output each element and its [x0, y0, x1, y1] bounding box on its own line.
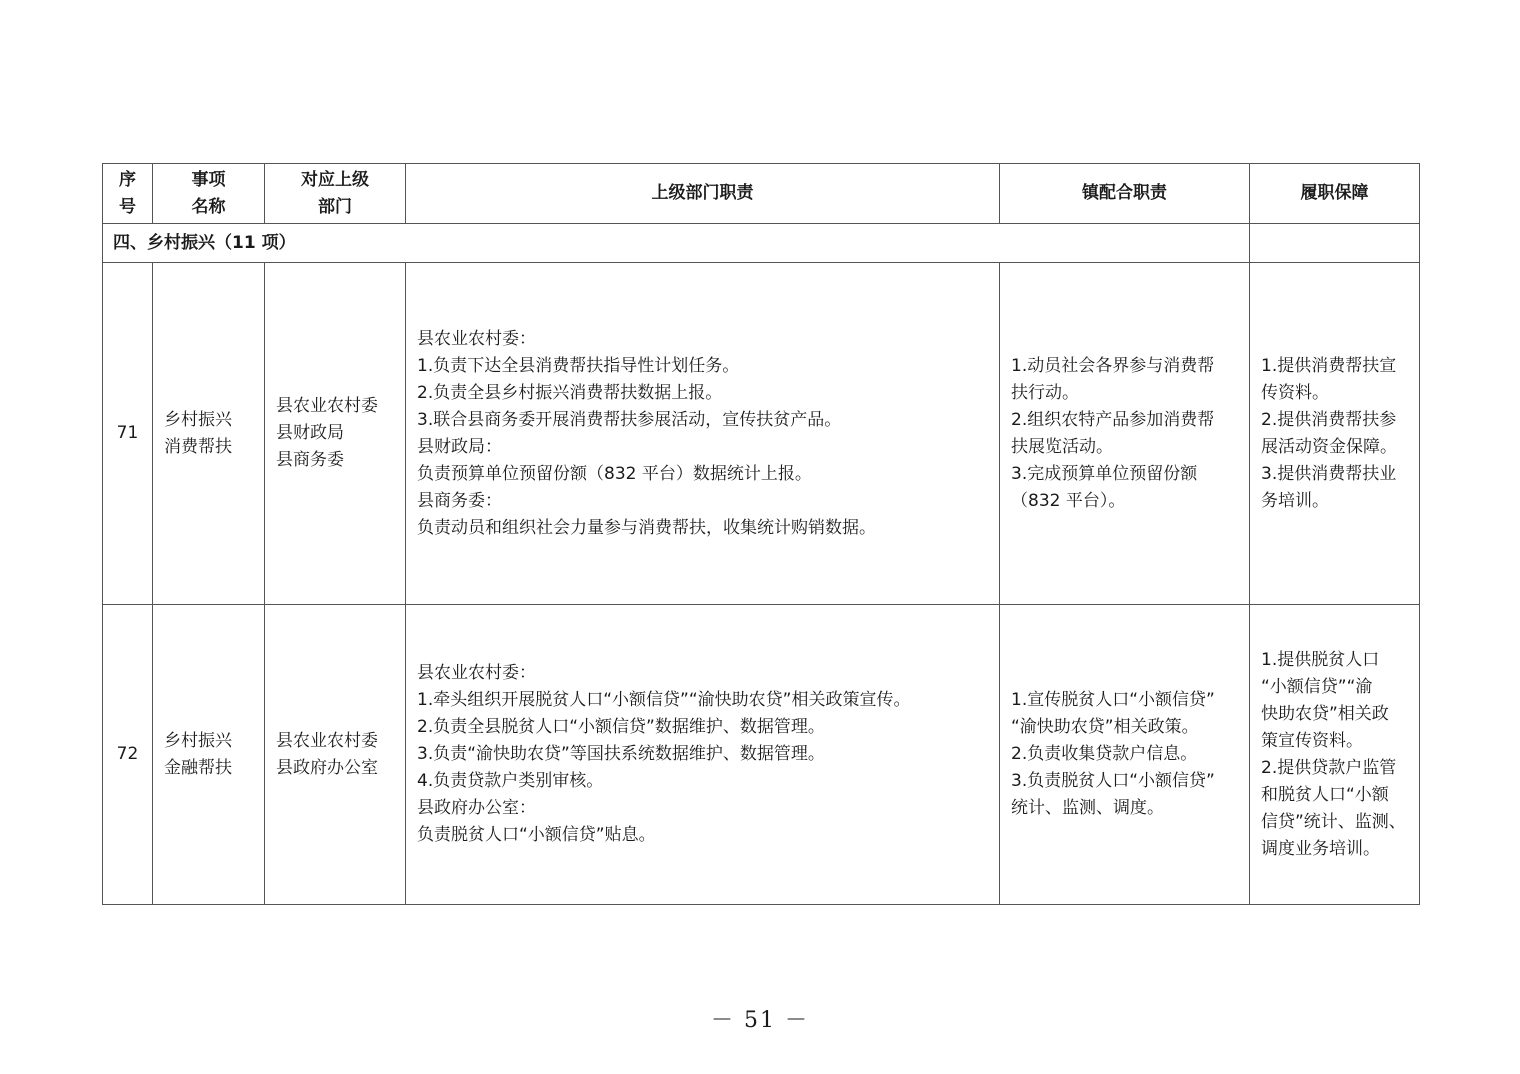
row-item-name — [153, 605, 265, 905]
row-upper-dept — [265, 263, 406, 605]
duty-table — [102, 163, 1420, 905]
row-town-duty — [1000, 605, 1250, 905]
upper-duty-line: 4.负责贷款户类别审核。 — [417, 771, 604, 791]
row-guarantee — [1250, 605, 1420, 905]
upper-duty-line: 县财政局： — [417, 436, 502, 457]
guarantee-line: 调度业务培训。 — [1261, 838, 1380, 859]
guarantee-line: “小额信贷”“渝 — [1261, 676, 1373, 697]
upper-dept-line: 县农业农村委 — [276, 730, 378, 751]
header-seq-line-1: 序 — [119, 169, 136, 190]
town-duty-line: 3.负责脱贫人口“小额信贷” — [1011, 771, 1215, 791]
upper-duty-line: 县农业农村委： — [417, 328, 536, 349]
town-duty-line: 扶展览活动。 — [1011, 436, 1113, 457]
guarantee-line: 2.提供消费帮扶参 — [1261, 409, 1397, 430]
town-duty-line: 2.组织农特产品参加消费帮 — [1011, 409, 1215, 430]
guarantee-line: 展活动资金保障。 — [1261, 436, 1397, 457]
guarantee-line: 策宣传资料。 — [1261, 730, 1363, 751]
header-upper-dept — [265, 164, 406, 224]
header-item-name — [153, 164, 265, 224]
guarantee-line: 快助农贷”相关政 — [1261, 703, 1389, 724]
row-town-duty — [1000, 263, 1250, 605]
row-item-name — [153, 263, 265, 605]
row-upper-duty — [406, 605, 1000, 905]
guarantee-line: 3.提供消费帮扶业 — [1261, 463, 1397, 484]
town-duty-line: 3.完成预算单位预留份额 — [1011, 463, 1198, 484]
town-duty-line: 扶行动。 — [1011, 382, 1079, 403]
item-name-line: 乡村振兴 — [164, 409, 232, 430]
upper-dept-line: 县财政局 — [276, 423, 344, 443]
upper-duty-line: 1.牵头组织开展脱贫人口“小额信贷”“渝快助农贷”相关政策宣传。 — [417, 690, 911, 710]
guarantee-line: 和脱贫人口“小额 — [1261, 784, 1389, 805]
header-item-name-line-2: 名称 — [191, 196, 226, 217]
upper-duty-line: 1.负责下达全县消费帮扶指导性计划任务。 — [417, 355, 740, 376]
header-guarantee: 履职保障 — [1250, 164, 1420, 224]
upper-duty-line: 负责脱贫人口“小额信贷”贴息。 — [417, 825, 656, 845]
guarantee-line: 务培训。 — [1261, 490, 1329, 511]
town-duty-line: 2.负责收集贷款户信息。 — [1011, 744, 1198, 764]
upper-duty-line: 2.负责全县脱贫人口“小额信贷”数据维护、数据管理。 — [417, 717, 825, 737]
table-row — [103, 605, 1420, 905]
guarantee-line: 1.提供消费帮扶宣 — [1261, 355, 1397, 376]
row-upper-dept — [265, 605, 406, 905]
upper-duty-line: 县农业农村委： — [417, 663, 536, 683]
item-name-line: 消费帮扶 — [164, 436, 232, 457]
item-name-line: 乡村振兴 — [164, 730, 232, 751]
section-title: 四、乡村振兴（11 项） — [103, 224, 1250, 263]
town-duty-line: “渝快助农贷”相关政策。 — [1011, 717, 1199, 737]
row-seq: 72 — [103, 605, 153, 905]
guarantee-line: 信贷”统计、监测、 — [1261, 811, 1406, 832]
item-name-line: 金融帮扶 — [164, 757, 232, 778]
header-row — [103, 164, 1420, 224]
header-seq — [103, 164, 153, 224]
row-seq: 71 — [103, 263, 153, 605]
town-duty-line: （832 平台）。 — [1011, 490, 1126, 511]
upper-duty-line: 县政府办公室： — [417, 798, 536, 818]
upper-dept-line: 县政府办公室 — [276, 757, 378, 778]
guarantee-line: 传资料。 — [1261, 382, 1329, 403]
town-duty-line: 1.动员社会各界参与消费帮 — [1011, 355, 1215, 376]
header-town-duty: 镇配合职责 — [1000, 164, 1250, 224]
row-guarantee — [1250, 263, 1420, 605]
upper-duty-line: 2.负责全县乡村振兴消费帮扶数据上报。 — [417, 382, 723, 403]
row-upper-duty — [406, 263, 1000, 605]
table-row — [103, 263, 1420, 605]
header-upper-duty: 上级部门职责 — [406, 164, 1000, 224]
upper-duty-line: 县商务委： — [417, 490, 502, 511]
guarantee-line: 1.提供脱贫人口 — [1261, 649, 1380, 670]
section-empty-cell — [1250, 224, 1420, 263]
town-duty-line: 统计、监测、调度。 — [1011, 798, 1164, 818]
upper-dept-line: 县农业农村委 — [276, 396, 378, 416]
upper-duty-line: 负责预算单位预留份额（832 平台）数据统计上报。 — [417, 463, 812, 484]
guarantee-line: 2.提供贷款户监管 — [1261, 757, 1397, 778]
header-item-name-line-1: 事项 — [191, 169, 226, 190]
upper-duty-line: 3.联合县商务委开展消费帮扶参展活动，宣传扶贫产品。 — [417, 409, 842, 430]
header-upper-dept-line-2: 部门 — [318, 196, 352, 217]
page-number: － 51 － — [711, 1008, 809, 1033]
section-row — [103, 224, 1420, 263]
upper-duty-line: 3.负责“渝快助农贷”等国扶系统数据维护、数据管理。 — [417, 744, 825, 764]
header-upper-dept-line-1: 对应上级 — [301, 169, 369, 190]
town-duty-line: 1.宣传脱贫人口“小额信贷” — [1011, 690, 1215, 710]
upper-dept-line: 县商务委 — [276, 450, 344, 470]
header-seq-line-2: 号 — [119, 196, 136, 217]
upper-duty-line: 负责动员和组织社会力量参与消费帮扶，收集统计购销数据。 — [417, 517, 876, 538]
